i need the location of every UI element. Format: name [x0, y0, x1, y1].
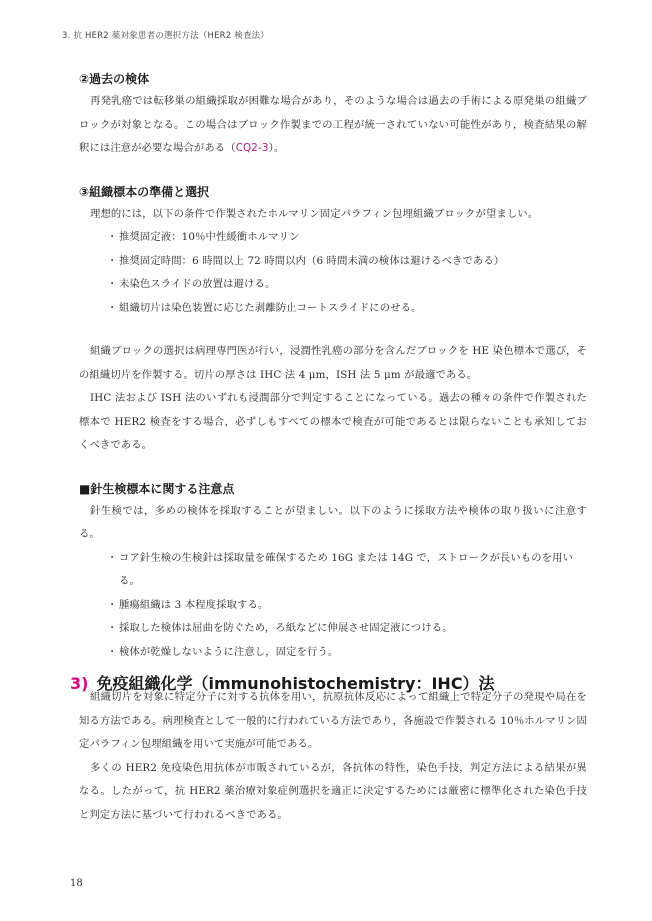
past-specimens-text-end: ）。 — [268, 142, 285, 154]
past-specimens-paragraph — [79, 90, 587, 161]
subhead-needle-biopsy: ■針生検標本に関する注意点 — [79, 481, 235, 496]
cq-reference-link[interactable]: CQ2-3 — [235, 142, 269, 154]
tissue-prep-intro: 理想的には，以下の条件で作製されたホルマリン固定パラフィン包埋組織ブロックが望ましい。 — [90, 207, 539, 220]
tissue-prep-bullets — [79, 226, 587, 320]
subhead-tissue-prep: ③組織標本の準備と選択 — [79, 184, 210, 199]
list-item: ・ 組織切片は染色装置に応じた剥離防止コートスライドにのせる。 — [107, 301, 422, 314]
list-item: ・ 未染色スライドの放置は避ける。 — [107, 278, 276, 290]
section-title: 免疫組織化学（immunohistochemistry：IHC）法 — [96, 674, 495, 694]
subhead-past-specimens: ②過去の検体 — [79, 72, 150, 86]
running-header: 3. 抗 HER2 薬対象患者の選択方法（HER2 検査法） — [62, 31, 270, 41]
list-item: ・ 腫瘍組織は 3 本程度採取する。 — [107, 598, 269, 611]
section-number: 3) — [70, 674, 89, 694]
invasive-assessment-paragraph: IHC 法および ISH 法のいずれも浸潤部分で判定することになっている。過去の種々の条件で作製された標本で HER2 検査をする場合，必ずしもすべての標本で検査が可能であるとは限らないことも承知しておくべきである。 — [79, 392, 587, 451]
page-number: 18 — [70, 878, 83, 889]
list-item: ・ 推奨固定液：10％中性緩衝ホルマリン — [107, 231, 300, 243]
needle-biopsy-intro: 針生検では，多めの検体を採取することが望ましい。以下のように採取方法や検体の取り扱いに注意する。 — [79, 504, 587, 540]
list-item: ・ 推奨固定時間：6 時間以上 72 時間以内（6 時間未満の検体は避けるべきである） — [107, 254, 505, 267]
list-item: ・ コア針生検の生検針は採取量を確保するため 16G または 14G で，ストロークが長いものを用いる。 — [107, 551, 574, 587]
list-item: ・ 採取した検体は屈曲を防ぐため，ろ紙などに伸展させ固定液につける。 — [107, 622, 453, 634]
ihc-paragraph-2: 多くの HER2 免疫染色用抗体が市販されているが，各抗体の特性，染色手技，判定方法による結果が異なる。したがって，抗 HER2 薬治療対象症例選択を適正に決定するためには厳密に標準化された染色手技と判定方法に基づいて行われるべきである。 — [79, 761, 587, 821]
main-content — [79, 68, 587, 664]
ihc-paragraph-1: 組織切片を対象に特定分子に対する抗体を用い，抗原抗体反応によって組織上で特定分子の発現や局在を知る方法である。病理検査として一般的に行われている方法であり，各施設で作製される 10％ホルマリン固定パラフィン包埋組織を用いて実施が可能である。 — [79, 691, 587, 750]
block-selection-paragraph: 組織ブロックの選択は病理専門医が行い，浸潤性乳癌の部分を含んだブロックを HE 染色標本で選び，その組織切片を作製する。切片の厚さは IHC 法 4 μm，ISH 法 5 μm が最適である。 — [79, 345, 587, 381]
past-specimens-text: 再発乳癌では転移巣の組織採取が困難な場合があり，そのような場合は過去の手術による原発巣の組織ブロックが対象となる。この場合はブロック作製までの工程が統一されていない可能性があり，検査結果の解釈には注意が必要な場合がある（ — [79, 95, 587, 154]
needle-biopsy-bullets — [79, 547, 587, 665]
ihc-section-body — [79, 686, 587, 827]
list-item: ・ 検体が乾燥しないように注意し，固定を行う。 — [107, 645, 339, 658]
